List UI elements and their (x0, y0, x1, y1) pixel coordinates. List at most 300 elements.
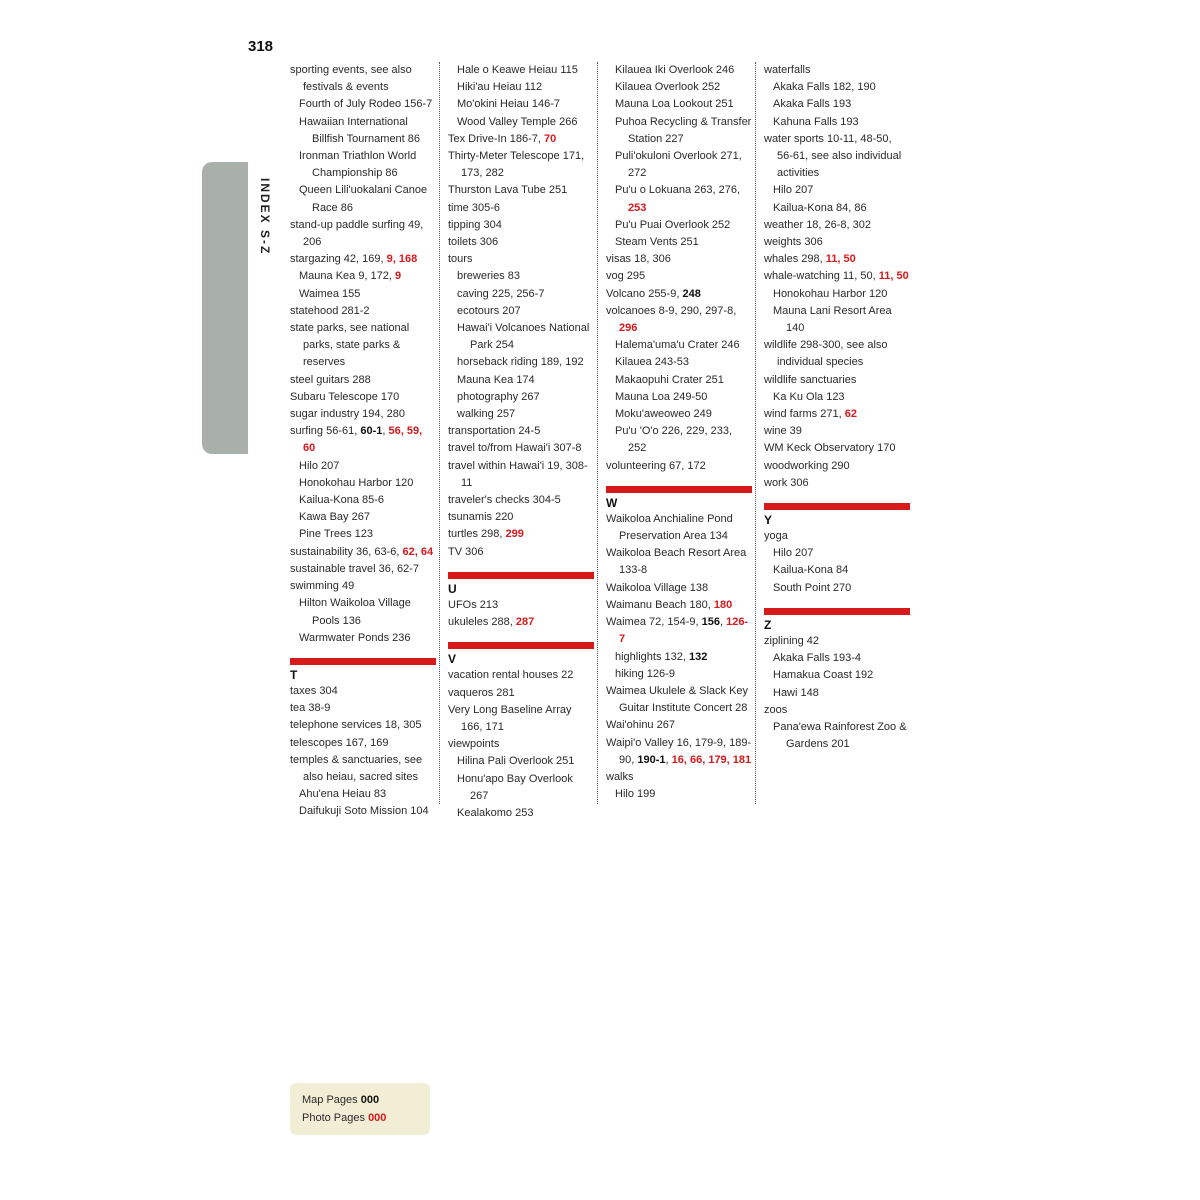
index-entry (290, 320, 436, 372)
index-subentry (448, 268, 594, 285)
index-subentry (764, 650, 910, 667)
entry-text: horseback riding 189, 192 (457, 356, 584, 369)
index-subentry (764, 79, 910, 96)
entry-text: sustainability 36, 63-6, (290, 545, 403, 558)
index-entry (764, 217, 910, 234)
index-entry (290, 752, 436, 786)
entry-text: Ironman Triathlon World Championship 86 (299, 150, 417, 180)
entry-text: temples & sanctuaries, see also heiau, sacred sites (290, 753, 423, 783)
entry-text: Akaka Falls 193 (773, 98, 852, 111)
index-subentry (764, 96, 910, 113)
photo-page-ref: 9, 168 (386, 253, 418, 266)
index-entry (290, 423, 436, 457)
index-subentry (290, 182, 436, 216)
index-entry (448, 614, 594, 631)
index-subentry (290, 114, 436, 148)
index-entry (448, 131, 594, 148)
entry-text: tipping 304 (448, 218, 502, 231)
index-entry (448, 702, 594, 736)
legend-photo-row (302, 1109, 430, 1127)
photo-page-ref: 70 (543, 132, 557, 145)
photo-page-ref: 16, 66, 179, 181 (671, 753, 752, 766)
index-subentry (290, 786, 436, 803)
index-entry (764, 131, 910, 183)
index-entry (290, 561, 436, 578)
entry-text: Waikoloa Anchialine Pond Preservation Area 134 (606, 512, 733, 543)
index-entry (448, 234, 594, 251)
index-entry (290, 303, 436, 320)
index-entry (290, 406, 436, 423)
entry-text: steel guitars 288 (290, 373, 371, 386)
map-page-ref: 156 (701, 616, 720, 629)
index-entry (448, 182, 594, 199)
entry-text: Puhoa Recycling & Transfer Station 227 (615, 115, 752, 145)
entry-text: photography 267 (457, 390, 540, 403)
index-subentry (448, 286, 594, 303)
letter-section (448, 642, 594, 667)
index-entry (606, 511, 752, 545)
entry-text: vacation rental houses 22 (448, 669, 574, 682)
index-subentry (764, 545, 910, 562)
index-subentry (764, 303, 910, 337)
letter-heading: V (448, 652, 457, 667)
index-subentry (764, 667, 910, 684)
index-subentry (606, 372, 752, 389)
entry-text: wine 39 (764, 425, 802, 438)
entry-text: Tex Drive-In 186-7, (448, 132, 544, 145)
index-entry (448, 526, 594, 543)
entry-text: , (382, 425, 389, 438)
index-entry (764, 702, 910, 719)
entry-text: travel to/from Hawai'i 307-8 (448, 442, 582, 455)
entry-text: turtles 298, (448, 528, 506, 541)
entry-text: Hawaiian International Billfish Tournament 86 (299, 115, 421, 145)
entry-text: Pu'u Puai Overlook 252 (615, 218, 731, 231)
entry-text: Hilo 207 (773, 547, 814, 560)
entry-text: Thirty-Meter Telescope 171, 173, 282 (448, 150, 585, 180)
index-entry (448, 736, 594, 753)
entry-text: Halema'uma'u Crater 246 (615, 339, 740, 352)
index-entry (764, 251, 910, 268)
index-side-tab-label: INDEX S-Z (258, 178, 272, 256)
entry-text: ecotours 207 (457, 304, 521, 317)
index-subentry (448, 79, 594, 96)
entry-text: Akaka Falls 193-4 (773, 652, 862, 665)
entry-text: Fourth of July Rodeo 156-7 (299, 98, 433, 111)
photo-page-ref: 62, 64 (402, 545, 434, 558)
index-subentry (606, 234, 752, 251)
entry-text: Mauna Kea 9, 172, (299, 270, 396, 283)
entry-text: Queen Lili'uokalani Canoe Race 86 (299, 184, 428, 214)
entry-text: UFOs 213 (448, 598, 499, 611)
entry-text: Pu'u 'O'o 226, 229, 233, 252 (615, 425, 732, 455)
entry-text: weather 18, 26-8, 302 (764, 218, 872, 231)
entry-text: whales 298, (764, 253, 826, 266)
entry-text: Pu'u o Lokuana 263, 276, (615, 184, 741, 197)
index-subentry (290, 492, 436, 509)
entry-text: travel within Hawai'i 19, 308-11 (448, 459, 588, 489)
letter-section (764, 608, 910, 633)
letter-section (606, 486, 752, 511)
entry-text: Honokohau Harbor 120 (299, 476, 414, 489)
index-subentry (448, 354, 594, 371)
legend-map-label: Map Pages (302, 1094, 358, 1106)
index-column-2 (448, 62, 594, 822)
column-divider (755, 62, 756, 804)
entry-text: Volcano 255-9, (606, 287, 683, 300)
index-subentry (606, 96, 752, 113)
index-entry (606, 597, 752, 614)
entry-text: Hilo 199 (615, 788, 656, 801)
index-entry (764, 458, 910, 475)
index-subentry (606, 406, 752, 423)
index-subentry (448, 320, 594, 354)
index-entry (764, 406, 910, 423)
index-subentry (290, 803, 436, 820)
index-subentry (606, 666, 752, 683)
index-subentry (606, 62, 752, 79)
index-entry (606, 251, 752, 268)
index-subentry (290, 509, 436, 526)
entry-text: woodworking 290 (764, 459, 850, 472)
entry-text: traveler's checks 304-5 (448, 494, 561, 507)
entry-text: tours (448, 253, 473, 266)
index-subentry (290, 475, 436, 492)
entry-text: vog 295 (606, 270, 646, 283)
entry-text: volunteering 67, 172 (606, 459, 706, 472)
entry-text: Mauna Loa Lookout 251 (615, 98, 734, 111)
photo-page-ref: 11, 50 (878, 270, 909, 283)
index-entry (290, 735, 436, 752)
photo-page-ref: 62 (844, 408, 857, 421)
index-entry (606, 458, 752, 475)
letter-heading: Z (764, 617, 772, 632)
index-subentry (448, 372, 594, 389)
index-subentry (448, 114, 594, 131)
column-divider (597, 62, 598, 804)
index-entry (448, 667, 594, 684)
index-entry (448, 423, 594, 440)
entry-text: water sports 10-11, 48-50, 56-61, see also individual activities (764, 132, 902, 180)
entry-text: Honokohau Harbor 120 (773, 287, 888, 300)
entry-text: wind farms 271, (764, 408, 845, 421)
entry-text: tsunamis 220 (448, 511, 514, 524)
entry-text: Ahu'ena Heiau 83 (299, 788, 387, 801)
index-column-1 (290, 62, 436, 821)
entry-text: weights 306 (764, 236, 823, 249)
index-entry (764, 234, 910, 251)
entry-text: Honu'apo Bay Overlook 267 (457, 772, 573, 802)
index-entry (290, 683, 436, 700)
entry-text: yoga (764, 530, 788, 543)
index-entry (764, 528, 910, 545)
index-entry (764, 337, 910, 371)
entry-text: viewpoints (448, 738, 500, 751)
entry-text: walking 257 (457, 408, 516, 421)
legend-photo-label: Photo Pages (302, 1112, 365, 1124)
index-subentry (606, 354, 752, 371)
letter-divider-bar (764, 608, 910, 615)
letter-divider-bar (606, 486, 752, 493)
photo-page-ref: 180 (713, 598, 733, 611)
photo-page-ref: 56, 59, 60 (303, 425, 423, 455)
index-entry (764, 268, 910, 285)
index-subentry (290, 458, 436, 475)
index-entry (764, 475, 910, 492)
column-divider (439, 62, 440, 804)
index-subentry (764, 389, 910, 406)
photo-page-ref: 296 (619, 322, 638, 335)
legend-map-row (302, 1091, 430, 1109)
entry-text: Waikoloa Village 138 (606, 581, 709, 594)
index-entry (606, 303, 752, 337)
entry-text: Waimea Ukulele & Slack Key Guitar Institute Concert 28 (606, 684, 749, 715)
index-subentry (764, 200, 910, 217)
entry-text: telescopes 167, 169 (290, 736, 389, 749)
index-entry (606, 545, 752, 579)
photo-page-ref: 287 (515, 616, 535, 629)
page-number: 318 (248, 38, 274, 55)
photo-page-ref: 11, 50 (825, 253, 856, 266)
entry-text: tea 38-9 (290, 702, 331, 715)
entry-text: Waipi'o Valley 16, 179-9, 189-90, (606, 736, 752, 766)
entry-text: Waikoloa Beach Resort Area 133-8 (606, 547, 747, 577)
entry-text: Kailua-Kona 84 (773, 564, 849, 577)
entry-text: Subaru Telescope 170 (290, 390, 400, 403)
index-subentry (606, 182, 752, 216)
entry-text: state parks, see national parks, state parks & reserves (290, 322, 410, 369)
entry-text: hiking 126-9 (615, 667, 675, 680)
index-entry (290, 717, 436, 734)
index-entry (606, 769, 752, 786)
entry-text: Hawi 148 (773, 686, 819, 699)
map-page-ref: 248 (682, 287, 701, 300)
index-subentry (606, 423, 752, 457)
entry-text: Hale o Keawe Heiau 115 (457, 64, 578, 76)
entry-text: , (665, 753, 672, 766)
entry-text: toilets 306 (448, 236, 499, 249)
index-entry (290, 251, 436, 268)
entry-text: Warmwater Ponds 236 (299, 631, 411, 644)
index-entry (764, 62, 910, 79)
entry-text: Waimea 72, 154-9, (606, 616, 702, 629)
letter-heading: U (448, 581, 457, 596)
photo-page-ref: 9 (395, 270, 402, 283)
entry-text: Hilo 207 (773, 184, 814, 197)
index-entry (606, 717, 752, 734)
index-entry (448, 440, 594, 457)
entry-text: Moku'aweoweo 249 (615, 408, 712, 421)
entry-text: Mo'okini Heiau 146-7 (457, 98, 560, 111)
entry-text: wildlife 298-300, see also individual species (764, 339, 888, 369)
index-entry (606, 683, 752, 717)
entry-text: TV 306 (448, 545, 484, 558)
index-entry (290, 544, 436, 561)
entry-text: WM Keck Observatory 170 (764, 442, 896, 455)
entry-text: Kilauea Iki Overlook 246 (615, 64, 735, 76)
index-entry (764, 440, 910, 457)
entry-text: Steam Vents 251 (615, 236, 699, 249)
entry-text: Kailua-Kona 84, 86 (773, 201, 867, 214)
entry-text: Pana'ewa Rainforest Zoo & Gardens 201 (773, 720, 907, 751)
entry-text: Kawa Bay 267 (299, 511, 370, 524)
index-subentry (290, 630, 436, 647)
entry-text: Wood Valley Temple 266 (457, 115, 578, 128)
index-subentry (606, 649, 752, 666)
entry-text: visas 18, 306 (606, 253, 671, 266)
index-entry (290, 578, 436, 595)
entry-text: Hiki'au Heiau 112 (457, 81, 543, 94)
entry-text: caving 225, 256-7 (457, 287, 545, 300)
index-entry (290, 62, 436, 96)
index-subentry (290, 148, 436, 182)
index-entry (448, 251, 594, 268)
entry-text: statehood 281-2 (290, 304, 370, 317)
index-entry (448, 509, 594, 526)
index-subentry (764, 580, 910, 597)
entry-text: swimming 49 (290, 580, 355, 593)
index-subentry (606, 217, 752, 234)
letter-divider-bar (448, 572, 594, 579)
entry-text: Pine Trees 123 (299, 528, 373, 541)
index-entry (448, 544, 594, 561)
photo-page-ref: 299 (505, 528, 524, 541)
legend-map-value: 000 (360, 1094, 380, 1106)
entry-text: Hilo 207 (299, 459, 340, 472)
index-entry (764, 372, 910, 389)
page-type-legend (290, 1083, 430, 1135)
index-subentry (448, 303, 594, 320)
entry-text: taxes 304 (290, 684, 338, 697)
index-subentry (764, 182, 910, 199)
photo-page-ref: 253 (628, 201, 647, 214)
index-subentry (606, 79, 752, 96)
entry-text: stand-up paddle surfing 49, 206 (290, 218, 424, 249)
index-entry (764, 633, 910, 650)
map-page-ref: 132 (689, 650, 708, 663)
index-subentry (764, 685, 910, 702)
index-entry (606, 580, 752, 597)
entry-text: Kilauea 243-53 (615, 356, 690, 369)
entry-text: Kailua-Kona 85-6 (299, 494, 385, 507)
index-subentry (290, 526, 436, 543)
index-entry (290, 372, 436, 389)
entry-text: Kealakomo 253 (457, 806, 534, 819)
index-column-3 (606, 62, 752, 803)
index-subentry (606, 337, 752, 354)
legend-photo-value: 000 (368, 1112, 387, 1124)
entry-text: walks (606, 770, 634, 783)
entry-text: waterfalls (764, 64, 811, 76)
index-subentry (764, 286, 910, 303)
index-subentry (764, 114, 910, 131)
index-subentry (606, 786, 752, 803)
index-entry (764, 423, 910, 440)
index-subentry (764, 562, 910, 579)
letter-section (448, 572, 594, 597)
entry-text: South Point 270 (773, 581, 852, 594)
index-subentry (290, 595, 436, 629)
letter-heading: T (290, 667, 298, 682)
entry-text: Puli'okuloni Overlook 271, 272 (615, 150, 742, 180)
entry-text: breweries 83 (457, 270, 520, 283)
entry-text: , (719, 616, 727, 629)
entry-text: Thurston Lava Tube 251 (448, 184, 568, 197)
entry-text: stargazing 42, 169, (290, 253, 387, 266)
index-subentry (448, 753, 594, 770)
entry-text: ziplining 42 (764, 634, 820, 647)
index-subentry (448, 96, 594, 113)
entry-text: Very Long Baseline Array 166, 171 (448, 703, 572, 733)
index-entry (290, 217, 436, 251)
index-subentry (448, 406, 594, 423)
map-page-ref: 190-1 (637, 753, 666, 766)
index-entry (606, 614, 752, 648)
entry-text: Hilton Waikoloa Village Pools 136 (299, 597, 411, 627)
index-subentry (448, 805, 594, 822)
index-entry (606, 286, 752, 303)
entry-text: sporting events, see also festivals & events (290, 64, 412, 94)
index-subentry (606, 114, 752, 148)
index-entry (448, 492, 594, 509)
index-entry (448, 217, 594, 234)
entry-text: whale-watching 11, 50, (764, 270, 879, 283)
index-entry (448, 685, 594, 702)
entry-text: transportation 24-5 (448, 425, 541, 438)
letter-divider-bar (290, 658, 436, 665)
entry-text: Waimea 155 (299, 287, 361, 300)
letter-divider-bar (448, 642, 594, 649)
entry-text: vaqueros 281 (448, 686, 515, 699)
entry-text: Kilauea Overlook 252 (615, 81, 721, 94)
index-subentry (290, 286, 436, 303)
entry-text: zoos (764, 703, 788, 716)
entry-text: Hilina Pali Overlook 251 (457, 755, 575, 768)
entry-text: sugar industry 194, 280 (290, 408, 405, 421)
entry-text: Akaka Falls 182, 190 (773, 81, 876, 94)
entry-text: ukuleles 288, (448, 616, 516, 629)
index-entry (448, 597, 594, 614)
entry-text: Mauna Loa 249-50 (615, 390, 708, 403)
entry-text: Ka Ku Ola 123 (773, 390, 845, 403)
letter-heading: W (606, 495, 618, 510)
entry-text: sustainable travel 36, 62-7 (290, 562, 420, 575)
entry-text: surfing 56-61, (290, 425, 361, 438)
entry-text: Hawai'i Volcanoes National Park 254 (457, 322, 590, 352)
entry-text: wildlife sanctuaries (764, 373, 857, 386)
entry-text: Mauna Lani Resort Area 140 (773, 304, 892, 335)
letter-section (764, 503, 910, 528)
index-side-tab (202, 162, 248, 454)
index-entry (290, 700, 436, 717)
entry-text: Waimanu Beach 180, (606, 598, 714, 611)
photo-page-ref: 126-7 (619, 616, 749, 646)
letter-section (290, 658, 436, 683)
index-entry (606, 735, 752, 769)
index-entry (448, 200, 594, 217)
index-entry (290, 389, 436, 406)
index-subentry (448, 62, 594, 79)
entry-text: volcanoes 8-9, 290, 297-8, (606, 304, 737, 317)
index-subentry (290, 268, 436, 285)
entry-text: Mauna Kea 174 (457, 373, 535, 386)
index-subentry (606, 148, 752, 182)
entry-text: telephone services 18, 305 (290, 719, 422, 732)
index-subentry (448, 389, 594, 406)
index-subentry (764, 719, 910, 753)
letter-divider-bar (764, 503, 910, 510)
index-subentry (290, 96, 436, 113)
